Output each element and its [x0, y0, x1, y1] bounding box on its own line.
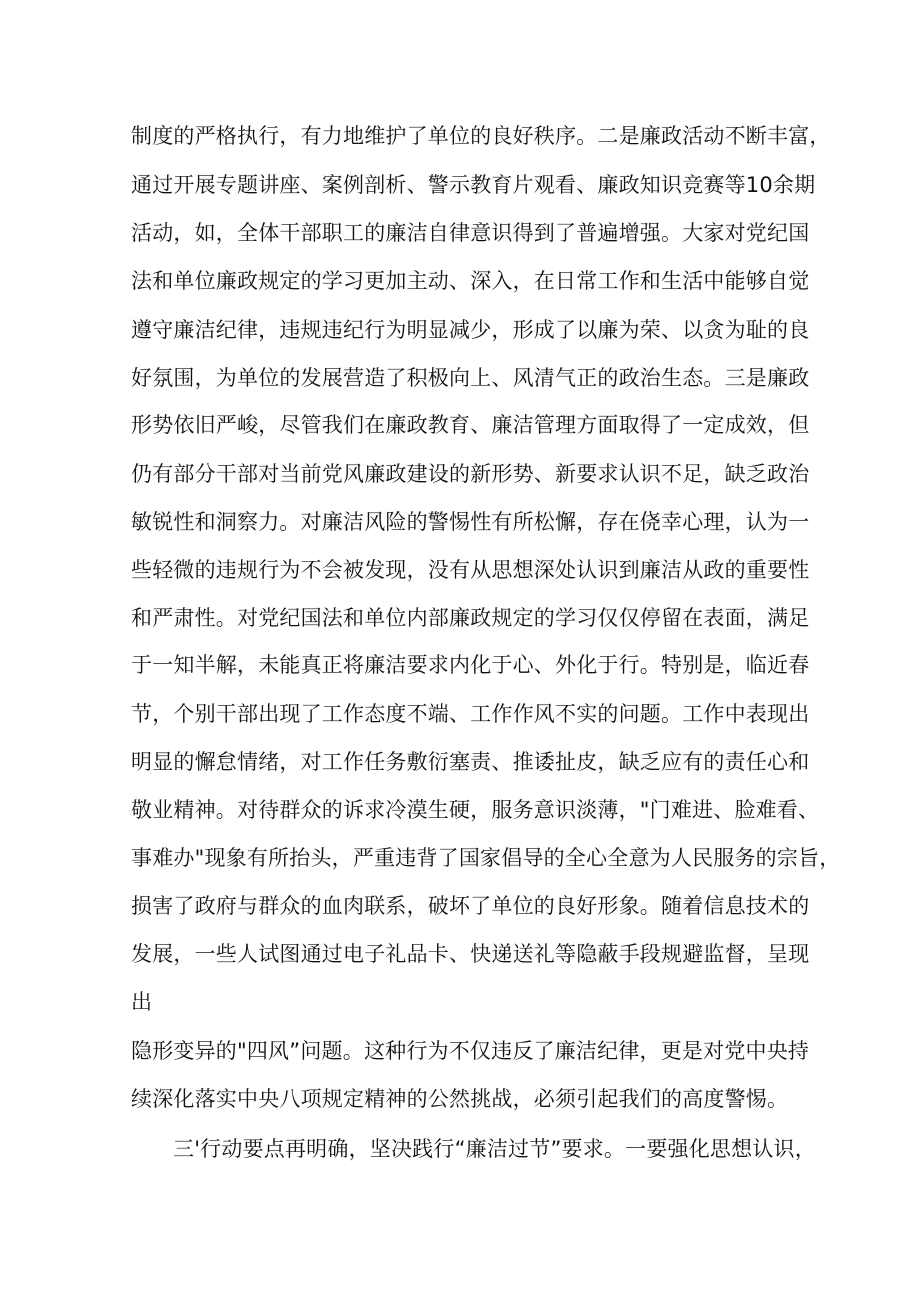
text-line: 制度的严格执行，有力地维护了单位的良好秩序。二是廉政活动不断丰富，	[131, 124, 831, 148]
text-line: 法和单位廉政规定的学习更加主动、深入，在日常工作和生活中能够自觉	[131, 269, 810, 293]
text-line: 节，个别干部出现了工作态度不端、工作作风不实的问题。工作中表现出	[131, 702, 810, 726]
text-line: 敬业精神。对待群众的诉求冷漠生硬，服务意识淡薄，"门难进、脸难看、	[131, 798, 820, 822]
text-line: 明显的懈怠情绪，对工作任务敷衍塞责、推诿扯皮，缺乏应有的责任心和	[131, 750, 810, 774]
text-line: 损害了政府与群众的血肉联系，破坏了单位的良好形象。随着信息技术的	[131, 894, 810, 918]
text-line: 于一知半解，未能真正将廉洁要求内化于心、外化于行。特别是，临近春	[131, 653, 810, 677]
text-line: 些轻微的违规行为不会被发现，没有从思想深处认识到廉洁从政的重要性	[131, 558, 810, 582]
text-line: 发展，一些人试图通过电子礼品卡、快递送礼等隐蔽手段规避监督，呈现	[131, 942, 810, 966]
text-line: 事难办"现象有所抬头，严重违背了国家倡导的全心全意为人民服务的宗旨，	[131, 846, 841, 870]
text-line: 好氛围，为单位的发展营造了积极向上、风清气正的政治生态。三是廉政	[131, 366, 810, 390]
text-line: 续深化落实中央八项规定精神的公然挑战，必须引起我们的高度警惕。	[131, 1087, 789, 1111]
text-line: 活动，如，全体干部职工的廉洁自律意识得到了普遍增强。大家对党纪国	[131, 221, 810, 245]
text-line: 仍有部分干部对当前党风廉政建设的新形势、新要求认识不足，缺乏政治	[131, 462, 810, 486]
text-line: 敏锐性和洞察力。对廉洁风险的警惕性有所松懈，存在侥幸心理，认为一	[131, 510, 810, 534]
text-line: 遵守廉洁纪律，违规违纪行为明显减少，形成了以廉为荣、以贪为耻的良	[131, 318, 810, 342]
paragraph-heading-line: 三'行动要点再明确，坚决践行“廉洁过节”要求。一要强化思想认识，	[173, 1137, 816, 1161]
text-line: 隐形变异的"四风”问题。这种行为不仅违反了廉洁纪律，更是对党中央持	[131, 1039, 810, 1063]
text-line: 通过开展专题讲座、案例剖析、警示教育片观看、廉政知识竞赛等10余期	[131, 173, 816, 197]
text-line: 出	[131, 990, 153, 1014]
text-line: 形势依旧严峻，尽管我们在廉政教育、廉洁管理方面取得了一定成效，但	[131, 413, 810, 437]
text-line: 和严肃性。对党纪国法和单位内部廉政规定的学习仅仅停留在表面，满足	[131, 606, 810, 630]
